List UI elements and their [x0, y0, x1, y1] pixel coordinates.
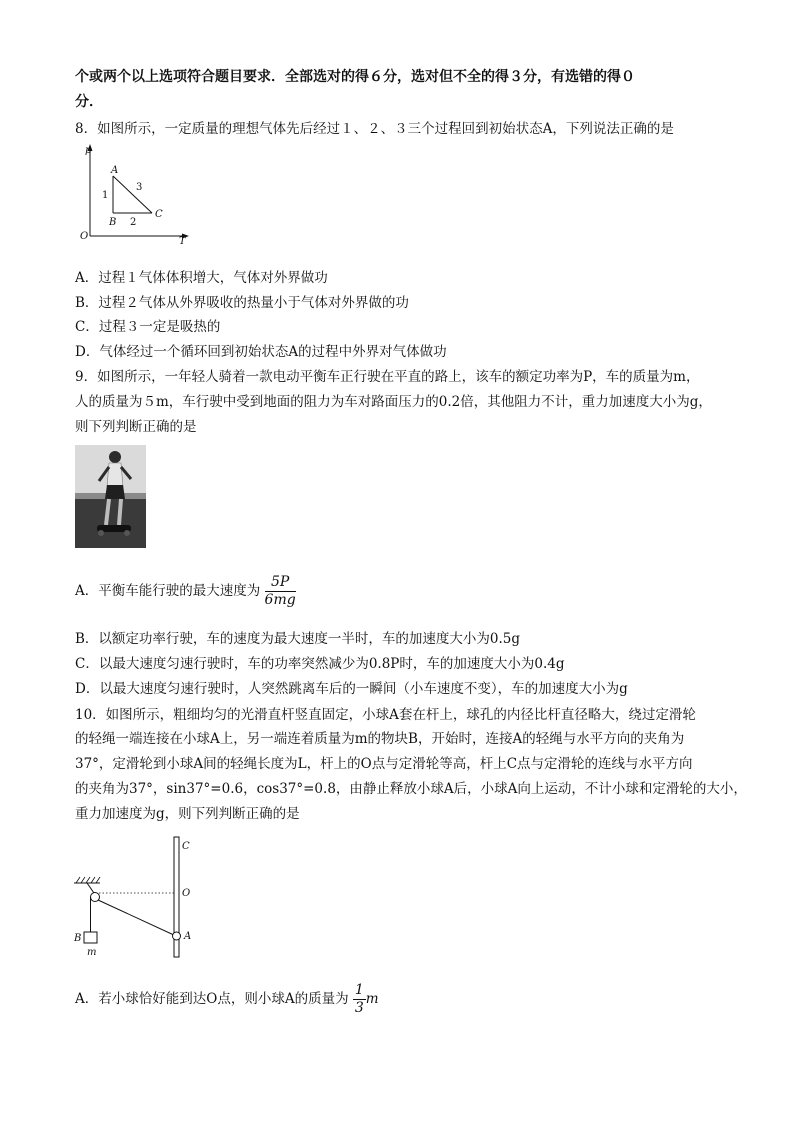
q9-option-a-fraction — [265, 574, 296, 609]
q8-point-C: C — [155, 209, 163, 220]
q10-stem-line1: 10．如图所示，粗细均匀的光滑直杆竖直固定，小球A套在杆上，球孔的内径比杆直径略大，绕过定滑轮 — [75, 707, 696, 723]
q9-option-a — [75, 574, 296, 609]
q10-stem-line5: 重力加速度为g，则下列判断正确的是 — [75, 806, 300, 822]
q8-option-b: B．过程２气体从外界吸收的热量小于气体对外界做的功 — [75, 295, 409, 311]
q8-stem: 8．如图所示，一定质量的理想气体先后经过１、２、３三个过程回到初始状态A，下列说法正确的是 — [75, 121, 674, 137]
q9-fraction-den: 6mg — [264, 592, 296, 608]
q10-fraction-num: 1 — [354, 982, 364, 998]
q8-origin-label: O — [80, 231, 89, 242]
q10-stem-line3: 37°，定滑轮到小球A间的轻绳长度为L，杆上的O点与定滑轮等高，杆上C点与定滑轮的连线与水平方向 — [75, 756, 693, 772]
q10-option-a-suffix: m — [365, 991, 379, 1007]
q10-label-C: C — [182, 841, 190, 852]
q10-option-a-prefix: A．若小球恰好能到达O点，则小球A的质量为 — [75, 991, 349, 1007]
q9-option-c: C．以最大速度匀速行驶时，车的功率突然减少为0.8P时，车的加速度大小为0.4g — [75, 656, 565, 672]
q10-label-m: m — [87, 947, 97, 958]
q8-point-B: B — [109, 217, 117, 228]
q9-option-a-prefix: A．平衡车能行驶的最大速度为 — [75, 583, 261, 599]
q8-pt-diagram — [75, 140, 195, 250]
q10-block-B — [84, 932, 97, 943]
section-header-line1: 个或两个以上选项符合题目要求．全部选对的得６分，选对但不全的得３分，有选错的得０ — [75, 69, 635, 85]
q9-option-b: B．以额定功率行驶，车的速度为最大速度一半时，车的加速度大小为0.5g — [75, 631, 521, 647]
q9-option-d: D．以最大速度匀速行驶时，人突然跳离车后的一瞬间（小车速度不变），车的加速度大小为g — [75, 681, 628, 697]
section-header-line2: 分． — [75, 94, 103, 110]
q9-stem-line3: 则下列判断正确的是 — [75, 419, 197, 435]
q8-point-A: A — [111, 165, 119, 176]
q10-label-B: B — [74, 933, 82, 944]
q10-label-O: O — [182, 888, 191, 899]
q10-pulley-diagram — [70, 835, 200, 960]
q10-stem-line2: 的轻绳一端连接在小球A上，另一端连着质量为m的物块B，开始时，连接A的轻绳与水平方向的夹角为 — [75, 731, 685, 747]
q9-fraction-num: 5P — [265, 574, 296, 592]
q8-y-label: p — [85, 145, 92, 156]
q9-balance-scooter-photo — [75, 445, 146, 548]
q8-process-3 — [113, 176, 152, 213]
q9-stem-line2: 人的质量为５m，车行驶中受到地面的阻力为车对路面压力的0.2倍，其他阻力不计，重力加速度大小为g， — [75, 394, 712, 410]
q9-stem-line1: 9．如图所示，一年轻人骑着一款电动平衡车正行驶在平直的路上，该车的额定功率为P，车的质量为m， — [75, 369, 700, 385]
q8-option-d: D．气体经过一个循环回到初始状态A的过程中外界对气体做功 — [75, 344, 447, 360]
q10-stem-line4: 的夹角为37°，sin37°=0.6，cos37°=0.8，由静止释放小球A后，小球A向上运动，不计小球和定滑轮的大小， — [75, 781, 747, 797]
q8-option-a: A．过程１气体体积增大，气体对外界做功 — [75, 270, 328, 286]
q10-option-a — [75, 982, 379, 1017]
q8-option-c: C．过程３一定是吸热的 — [75, 319, 221, 335]
q10-ball-A — [173, 932, 181, 940]
q8-label-3: 3 — [136, 182, 143, 193]
q10-fraction-den: 3 — [354, 1000, 364, 1016]
q10-label-A: A — [184, 931, 192, 942]
q8-x-label: T — [179, 236, 186, 247]
q8-label-1: 1 — [102, 190, 109, 201]
q10-option-a-fraction — [353, 982, 366, 1017]
q8-label-2: 2 — [130, 217, 137, 228]
